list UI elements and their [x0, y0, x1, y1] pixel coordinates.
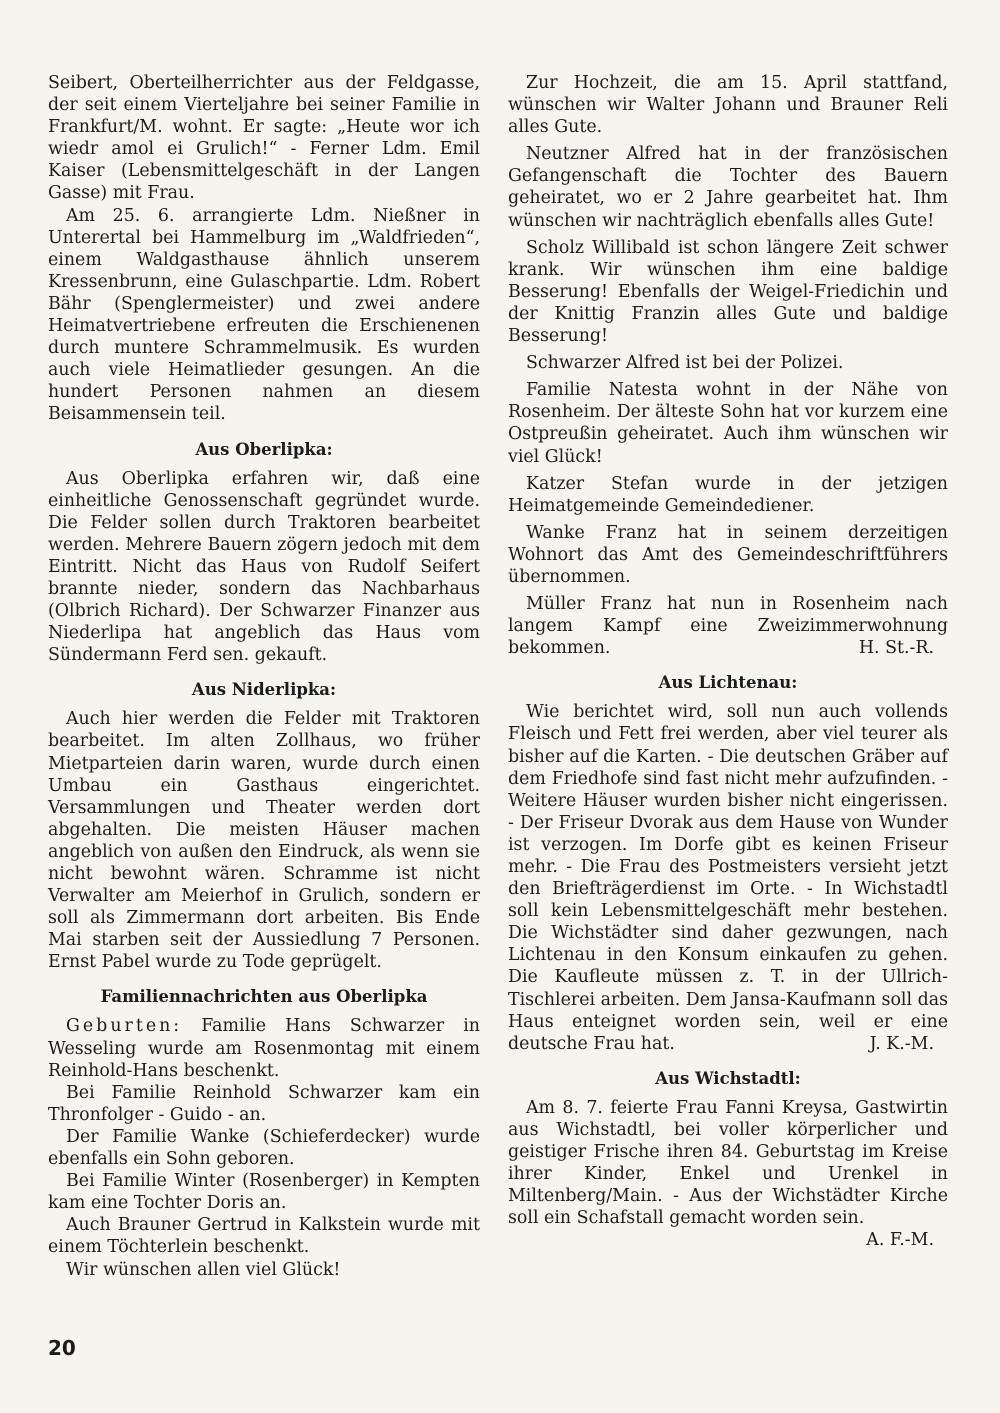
paragraph-wichstadtl [508, 1097, 948, 1251]
geburten-text: Familie Hans Schwarzer in Wesseling wurde am Rosenmontag mit einem Reinhold-Hans beschenkt. [48, 1016, 480, 1081]
heading-niderlipka: Aus Niderlipka: [191, 680, 337, 700]
paragraph-niderlipka: Auch hier werden die Felder mit Traktoren bearbeitet. Im alten Zollhaus, wo früher Mietparteien darin waren, wurde durch einen Umbau ein Gasthaus eingerichtet. Versammlungen und Theater werden dort abgehalten. Die meisten Häuser machen angeblich von außen den Eindruck, als wenn sie nicht bewohnt wären. Schramme ist nicht Verwalter am Meierhof in Grulich, sondern er soll als Zimmermann dort arbeiten. Bis Ende Mai starben seit der Aussiedlung 7 Personen. Ernst Pabel wurde zu Tode geprügelt. [48, 709, 480, 973]
heading-wichstadtl: Aus Wichstadtl: [655, 1068, 801, 1088]
paragraph-scholz: Scholz Willibald ist schon längere Zeit schwer krank. Wir wünschen ihm eine baldige Besserung! Ebenfalls der Weigel-Friedichin und der Knittig Franzin alles Gute und baldige Besserung! [508, 237, 948, 347]
signature-af: A. F.-M. [866, 1230, 934, 1251]
paragraph-lichtenau [508, 701, 948, 1055]
right-column [508, 72, 948, 1252]
paragraph-wanke-franz: Wanke Franz hat in seinem derzeitigen Wohnort das Amt des Gemeindeschriftführers übernommen. [508, 522, 948, 587]
lichtenau-text: Wie berichtet wird, soll nun auch vollends Fleisch und Fett frei werden, aber viel teurer als bisher auf die Karten. - Die deutschen Gräber auf dem Friedhofe sind fast nicht mehr aufzufinden. - Weitere Häuser wurden bisher nicht eingerissen. - Der Friseur Dvorak aus dem Hause von Wunder ist verzogen. Im Dorfe gibt es keinen Friseur mehr. - Die Frau des Postmeisters versieht jetzt den Briefträgerdienst im Orte. - In Wichstadtl soll kein Lebensmittelgeschäft mehr bestehen. Die Wichstädter sind daher gezwungen, nach Lichtenau in den Konsum einkaufen zu gehen. Die Kaufleute müssen z. T. in der Ullrich-Tischlerei arbeiten. Dem Jansa-Kaufmann soll das Haus enteignet worden sein, weil er eine deutsche Frau hat. [508, 702, 948, 1054]
heading-oberlipka: Aus Oberlipka: [195, 439, 333, 459]
paragraph-katzer: Katzer Stefan wurde in der jetzigen Heimatgemeinde Gemeindediener. [508, 473, 948, 516]
paragraph-mueller [508, 593, 948, 659]
heading-familiennachrichten: Familiennachrichten aus Oberlipka [100, 987, 428, 1007]
signature-jk: J. K.-M. [869, 1033, 934, 1054]
paragraph-polizei: Schwarzer Alfred ist bei der Polizei. [526, 353, 844, 374]
paragraph-seibert: Seibert, Oberteilherrichter aus der Feldgasse, der seit einem Vierteljahre bei seiner Familie in Frankfurt/M. wohnt. Er sagte: „Heute wor ich wiedr amol ei Grulich!“ - Ferner Ldm. Emil Kaiser (Lebensmittelgeschäft in der Langen Gasse) mit Frau. [48, 73, 480, 204]
mueller-text: Müller Franz hat nun in Rosenheim nach langem Kampf eine Zweizimmerwohnung bekommen. [508, 594, 948, 659]
paragraph-wanke: Der Familie Wanke (Schieferdecker) wurde ebenfalls ein Sohn geboren. [48, 1126, 480, 1170]
paragraph-glueck: Wir wünschen allen viel Glück! [66, 1259, 341, 1280]
heading-lichtenau: Aus Lichtenau: [658, 673, 798, 693]
paragraph-winter: Bei Familie Winter (Rosenberger) in Kempten kam eine Tochter Doris an. [48, 1171, 480, 1214]
geburten-label: Geburten: [66, 1016, 183, 1037]
page-number: 20 [48, 1336, 76, 1360]
paragraph-oberlipka: Aus Oberlipka erfahren wir, daß eine einheitliche Genossenschaft gegründet wurde. Die Felder sollen durch Traktoren bearbeitet werden. Mehrere Bauern zögern jedoch mit dem Eintritt. Nicht das Haus von Rudolf Seifert brannte nieder, sondern das Nachbarhaus (Olbrich Richard). Der Schwarzer Finanzer aus Niederlipa hat angeblich das Haus vom Sündermann Ferd sen. gekauft. [48, 468, 480, 666]
paragraph-waldfrieden: Am 25. 6. arrangierte Ldm. Nießner in Unterertal bei Hammelburg im „Waldfrieden“, einem Waldgasthause ähnlich unserem Kressenbrunn, eine Gulaschpartie. Ldm. Robert Bähr (Spenglermeister) und zwei andere Heimatvertriebene erfreuten die Erschienenen durch muntere Schrammelmusik. Es wurden auch viele Heimatlieder gesungen. An die hundert Personen nahmen an diesem Beisammensein teil. [48, 205, 480, 425]
paragraph-reinhold: Bei Familie Reinhold Schwarzer kam ein Thronfolger - Guido - an. [48, 1082, 480, 1125]
paragraph-natesta: Familie Natesta wohnt in der Nähe von Rosenheim. Der älteste Sohn hat vor kurzem eine Ostpreußin geheiratet. Auch ihm wünschen wir viel Glück! [508, 380, 948, 467]
paragraph-brauner: Auch Brauner Gertrud in Kalkstein wurde mit einem Töchterlein beschenkt. [48, 1215, 480, 1258]
left-column [48, 72, 480, 1281]
paragraph-neutzner: Neutzner Alfred hat in der französischen Gefangenschaft die Tochter des Bauern geheiratet, wo er 2 Jahre gearbeitet hat. Ihm wünschen wir nachträglich ebenfalls alles Gute! [508, 144, 948, 231]
signature-hst: H. St.-R. [858, 638, 934, 659]
paragraph-geburten [48, 1015, 480, 1081]
wichstadtl-text: Am 8. 7. feierte Frau Fanni Kreysa, Gastwirtin aus Wichstadtl, bei voller körperlicher und geistiger Frische ihren 84. Geburtstag im Kreise ihrer Kinder, Enkel und Urenkel in Miltenberg/Main. - Aus der Wichstädter Kirche soll ein Schafstall gemacht worden sein. [508, 1097, 948, 1229]
paragraph-hochzeit: Zur Hochzeit, die am 15. April stattfand, wünschen wir Walter Johann und Brauner Reli alles Gute. [508, 73, 948, 138]
